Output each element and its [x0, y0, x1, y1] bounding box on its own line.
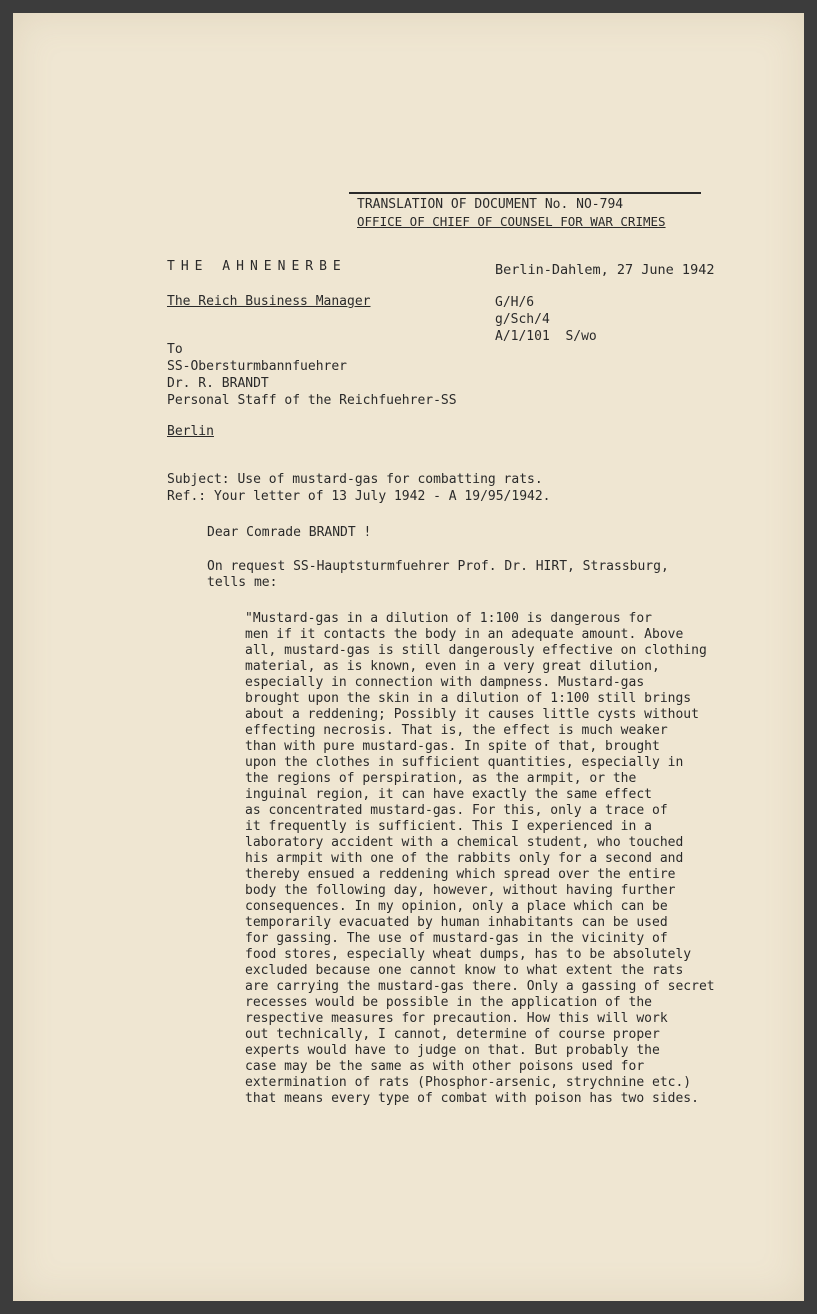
quote-line: that means every type of combat with poison has two sides. [245, 1091, 699, 1106]
quote-line: the regions of perspiration, as the armpit, or the [245, 771, 637, 786]
quote-line: his armpit with one of the rabbits only for a second and [245, 851, 684, 866]
recipient-staff: Personal Staff of the Reichfuehrer-SS [167, 393, 457, 408]
quote-line: than with pure mustard-gas. In spite of that, brought [245, 739, 660, 754]
sender-dept: The Reich Business Manager [167, 294, 371, 309]
quote-line: effecting necrosis. That is, the effect is much weaker [245, 723, 668, 738]
document-page [13, 13, 804, 1301]
quote-line: upon the clothes in sufficient quantities, especially in [245, 755, 684, 770]
quote-line: case may be the same as with other poisons used for [245, 1059, 645, 1074]
quote-line: consequences. In my opinion, only a place which can be [245, 899, 668, 914]
quote-line: men if it contacts the body in an adequate amount. Above [245, 627, 684, 642]
quote-line: food stores, especially wheat dumps, has to be absolutely [245, 947, 692, 962]
header-top-rule [349, 192, 701, 194]
translation-heading: TRANSLATION OF DOCUMENT No. NO-794 [357, 197, 624, 212]
reference-line: Ref.: Your letter of 13 July 1942 - A 19/95/1942. [167, 489, 551, 504]
quote-line: as concentrated mustard-gas. For this, only a trace of [245, 803, 668, 818]
quote-line: about a reddening; Possibly it causes little cysts without [245, 707, 699, 722]
recipient-city: Berlin [167, 424, 214, 439]
quote-line: experts would have to judge on that. But probably the [245, 1043, 660, 1058]
ref-code-2: g/Sch/4 [495, 312, 550, 327]
ref-code-3: A/1/101 S/wo [495, 329, 597, 344]
quote-line: material, as is known, even in a very great dilution, [245, 659, 660, 674]
quote-line: respective measures for precaution. How this will work [245, 1011, 668, 1026]
quote-line: it frequently is sufficient. This I experienced in a [245, 819, 652, 834]
ref-code-1: G/H/6 [495, 295, 535, 310]
quote-line: extermination of rats (Phosphor-arsenic, strychnine etc.) [245, 1075, 692, 1090]
recipient-rank: SS-Obersturmbannfuehrer [167, 359, 348, 374]
recipient-name: Dr. R. BRANDT [167, 376, 269, 391]
quote-line: out technically, I cannot, determine of course proper [245, 1027, 660, 1042]
subject-line: Subject: Use of mustard-gas for combatting rats. [167, 472, 543, 487]
quote-line: laboratory accident with a chemical student, who touched [245, 835, 684, 850]
intro-line-2: tells me: [207, 575, 278, 590]
quote-line: especially in connection with dampness. Mustard-gas [245, 675, 645, 690]
quote-line: for gassing. The use of mustard-gas in the vicinity of [245, 931, 668, 946]
recipient-to: To [167, 342, 183, 357]
quote-line: all, mustard-gas is still dangerously effective on clothing [245, 643, 707, 658]
date-line: Berlin-Dahlem, 27 June 1942 [495, 262, 715, 278]
quote-line: inguinal region, it can have exactly the same effect [245, 787, 652, 802]
intro-line-1: On request SS-Hauptsturmfuehrer Prof. Dr. HIRT, Strassburg, [207, 559, 669, 574]
quote-line: recesses would be possible in the application of the [245, 995, 652, 1010]
salutation: Dear Comrade BRANDT ! [207, 525, 372, 540]
quote-line: body the following day, however, without having further [245, 883, 676, 898]
quote-line: brought upon the skin in a dilution of 1:100 still brings [245, 691, 692, 706]
quote-line: "Mustard-gas in a dilution of 1:100 is dangerous for [245, 611, 652, 626]
quote-line: are carrying the mustard-gas there. Only a gassing of secret [245, 979, 715, 994]
quote-line: temporarily evacuated by human inhabitants can be used [245, 915, 668, 930]
sender-org: THE AHNENERBE [167, 259, 347, 274]
quote-line: excluded because one cannot know to what extent the rats [245, 963, 684, 978]
quote-line: thereby ensued a reddening which spread over the entire [245, 867, 676, 882]
office-heading: OFFICE OF CHIEF OF COUNSEL FOR WAR CRIMES [357, 214, 666, 229]
